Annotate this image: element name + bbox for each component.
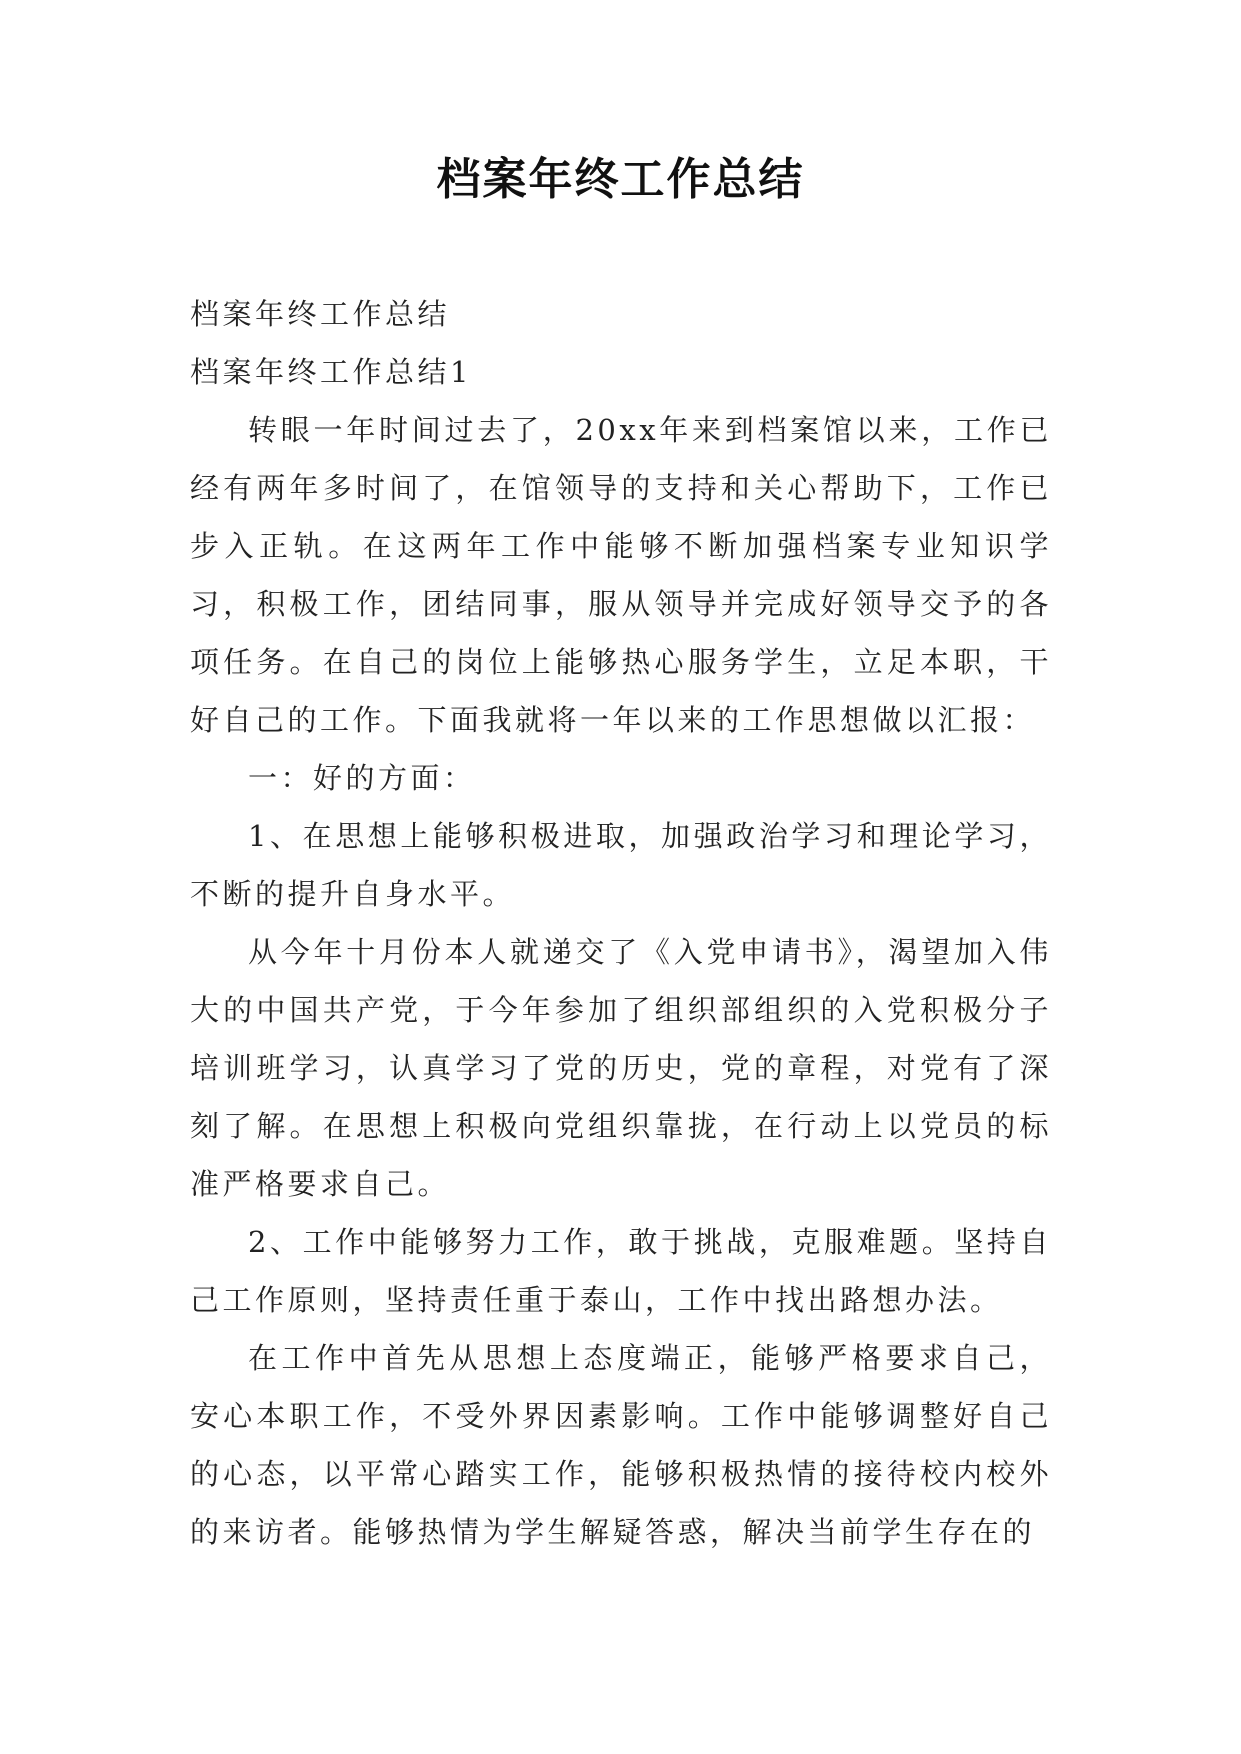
- paragraph-work-attitude: 在工作中首先从思想上态度端正，能够严格要求自己，安心本职工作，不受外界因素影响。工作中能够调整好自己的心态，以平常心踏实工作，能够积极热情的接待校内校外的来访者。能够热情为学生解疑答惑，解决当前学生存在的: [190, 1341, 1052, 1549]
- subtitle-line: 档案年终工作总结: [190, 297, 451, 331]
- paragraph-intro: 转眼一年时间过去了，20xx年来到档案馆以来，工作已经有两年多时间了，在馆领导的支持和关心帮助下，工作已步入正轨。在这两年工作中能够不断加强档案专业知识学习，积极工作，团结同事，服从领导并完成好领导交予的各项任务。在自己的岗位上能够热心服务学生，立足本职，干好自己的工作。下面我就将一年以来的工作思想做以汇报：: [190, 413, 1052, 737]
- paragraph-point-2: 2、工作中能够努力工作，敢于挑战，克服难题。坚持自己工作原则，坚持责任重于泰山，工作中找出路想办法。: [190, 1225, 1052, 1317]
- document-body: [190, 285, 1052, 1561]
- section-heading: 档案年终工作总结1: [190, 355, 472, 389]
- paragraph-party-application: 从今年十月份本人就递交了《入党申请书》，渴望加入伟大的中国共产党，于今年参加了组织部组织的入党积极分子培训班学习，认真学习了党的历史，党的章程，对党有了深刻了解。在思想上积极向党组织靠拢，在行动上以党员的标准严格要求自己。: [190, 935, 1052, 1201]
- document-title: 档案年终工作总结: [436, 154, 805, 205]
- paragraph-point-1: 1、在思想上能够积极进取，加强政治学习和理论学习，不断的提升自身水平。: [190, 819, 1052, 911]
- paragraph-good-aspects: 一：好的方面：: [248, 761, 476, 795]
